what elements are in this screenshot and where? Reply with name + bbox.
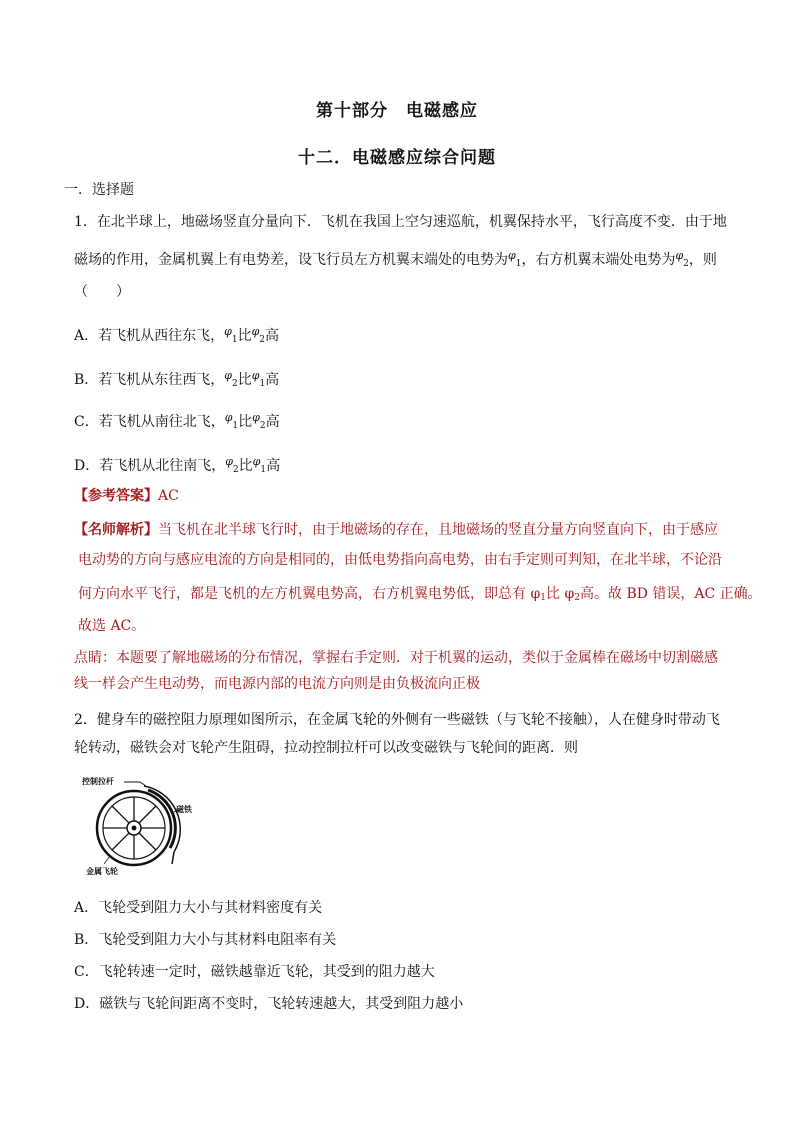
- q1-stem-line2: 磁场的作用，金属机翼上有电势差，设飞行员左方机翼末端处的电势为$^\varphi_1$，右方机翼末端处电势为$^\varphi_2$，则: [74, 249, 717, 269]
- q1-option-c: C．若飞机从南往北飞，$^\varphi_1$比$^\varphi_2$高: [74, 411, 280, 431]
- q1-note-line1: 点睛：本题要了解地磁场的分布情况，掌握右手定则．对于机翼的运动，类似于金属棒在磁场中切割磁感: [74, 650, 718, 666]
- q1-option-d: D．若飞机从北往南飞，$^\varphi_2$比$^\varphi_1$高: [74, 455, 281, 475]
- answer-label: 【参考答案】: [74, 488, 158, 504]
- q2-option-c: C．飞轮转速一定时，磁铁越靠近飞轮，其受到的阻力越大: [74, 964, 435, 980]
- q1-blank: （ ）: [74, 284, 130, 300]
- q1-analysis-line1: 【名师解析】当飞机在北半球飞行时，由于地磁场的存在，且地磁场的竖直分量方向竖直向下，由于感应: [74, 522, 718, 538]
- q1-analysis-line2: 电动势的方向与感应电流的方向是相同的，由低电势指向高电势，由右手定则可判知，在北半球，不论沿: [78, 552, 722, 568]
- flywheel-illustration: [82, 772, 202, 878]
- page-subtitle: 十二．电磁感应综合问题: [298, 148, 496, 168]
- q2-stem-line2: 轮转动，磁铁会对飞轮产生阻碍，拉动控制拉杆可以改变磁铁与飞轮间的距离．则: [74, 740, 578, 756]
- flywheel-diagram: [82, 772, 202, 878]
- q1-analysis-line3: 何方向水平飞行，都是飞机的左方机翼电势高，右方机翼电势低，即总有 $\varphi_1$比 $\varphi_2$高。故 BD 错误，AC 正确。: [78, 586, 762, 603]
- magnet-label: 磁铁: [176, 804, 192, 814]
- section-heading: 一．选择题: [64, 182, 134, 198]
- q2-stem-line1: 2．健身车的磁控阻力原理如图所示，在金属飞轮的外侧有一些磁铁（与飞轮不接触），人在健身时带动飞: [74, 712, 720, 728]
- q1-stem-line1: 1．在北半球上，地磁场竖直分量向下．飞机在我国上空匀速巡航，机翼保持水平，飞行高度不变．由于地: [74, 214, 727, 230]
- wheel-label: 金属飞轮: [86, 866, 118, 876]
- q1-analysis-line4: 故选 AC。: [78, 618, 146, 634]
- q1-note-line2: 线一样会产生电动势，而电源内部的电流方向则是由负极流向正极: [74, 676, 480, 692]
- q1-option-a: A．若飞机从西往东飞，$^\varphi_1$比$^\varphi_2$高: [74, 325, 279, 345]
- q2-option-b: B．飞轮受到阻力大小与其材料电阻率有关: [74, 932, 337, 948]
- q1-option-b: B．若飞机从东往西飞，$^\varphi_2$比$^\varphi_1$高: [74, 369, 280, 389]
- q1-answer: [74, 486, 179, 506]
- analysis-label: 【名师解析】: [74, 522, 158, 538]
- page-title: 第十部分 电磁感应: [316, 101, 478, 121]
- answer-value: AC: [158, 488, 179, 504]
- q2-option-a: A．飞轮受到阻力大小与其材料密度有关: [74, 900, 323, 916]
- lever-label: 控制拉杆: [82, 776, 114, 786]
- q2-option-d: D．磁铁与飞轮间距离不变时，飞轮转速越大，其受到阻力越小: [74, 996, 464, 1012]
